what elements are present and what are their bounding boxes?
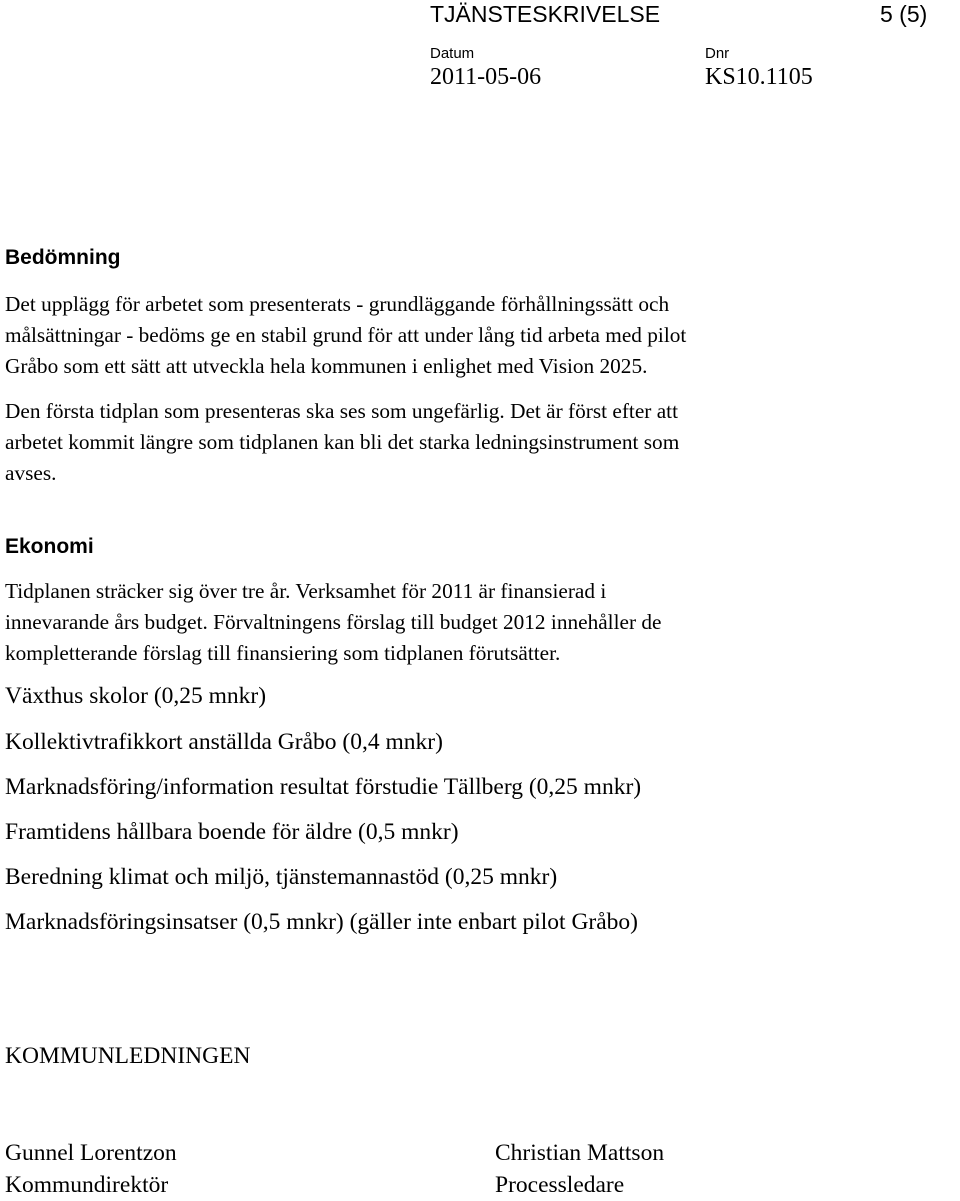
paragraph-line: Tidplanen sträcker sig över tre år. Verksamhet för 2011 är finansierad i [5, 579, 607, 603]
dnr-value: KS10.1105 [705, 64, 813, 90]
paragraph-line: Den första tidplan som presenteras ska ses som ungefärlig. Det är först efter att [5, 399, 679, 423]
paragraph-line: Gråbo som ett sätt att utveckla hela kommunen i enlighet med Vision 2025. [5, 354, 648, 378]
budget-item: Växthus skolor (0,25 mnkr) [5, 683, 267, 709]
section-heading-ekonomi: Ekonomi [5, 535, 94, 558]
page-number: 5 (5) [880, 1, 928, 27]
date-label: Datum [430, 45, 475, 62]
budget-item: Beredning klimat och miljö, tjänstemannastöd (0,25 mnkr) [5, 864, 558, 890]
section-heading-bedomning: Bedömning [5, 246, 121, 269]
signatory-left-name: Gunnel Lorentzon [5, 1140, 177, 1166]
paragraph-line: innevarande års budget. Förvaltningens förslag till budget 2012 innehåller de [5, 610, 662, 634]
signatory-left-title: Kommundirektör [5, 1172, 169, 1198]
budget-item: Kollektivtrafikkort anställda Gråbo (0,4 mnkr) [5, 729, 443, 755]
document-type: TJÄNSTESKRIVELSE [430, 1, 661, 27]
paragraph-line: arbetet kommit längre som tidplanen kan bli det starka ledningsinstrument som [5, 430, 680, 454]
date-value: 2011-05-06 [430, 64, 542, 90]
signatory-right-title: Processledare [495, 1172, 625, 1198]
organization-name: KOMMUNLEDNINGEN [5, 1043, 251, 1069]
budget-item: Marknadsföring/information resultat förstudie Tällberg (0,25 mnkr) [5, 774, 642, 800]
paragraph-line: kompletterande förslag till finansiering som tidplanen förutsätter. [5, 641, 561, 665]
dnr-label: Dnr [705, 45, 730, 62]
paragraph-line: avses. [5, 461, 57, 485]
paragraph-line: Det upplägg för arbetet som presenterats - grundläggande förhållningssätt och [5, 292, 670, 316]
signatory-right-name: Christian Mattson [495, 1140, 665, 1166]
budget-item: Framtidens hållbara boende för äldre (0,5 mnkr) [5, 819, 459, 845]
paragraph-line: målsättningar - bedöms ge en stabil grund för att under lång tid arbeta med pilot [5, 323, 687, 347]
budget-item: Marknadsföringsinsatser (0,5 mnkr) (gäller inte enbart pilot Gråbo) [5, 909, 639, 935]
